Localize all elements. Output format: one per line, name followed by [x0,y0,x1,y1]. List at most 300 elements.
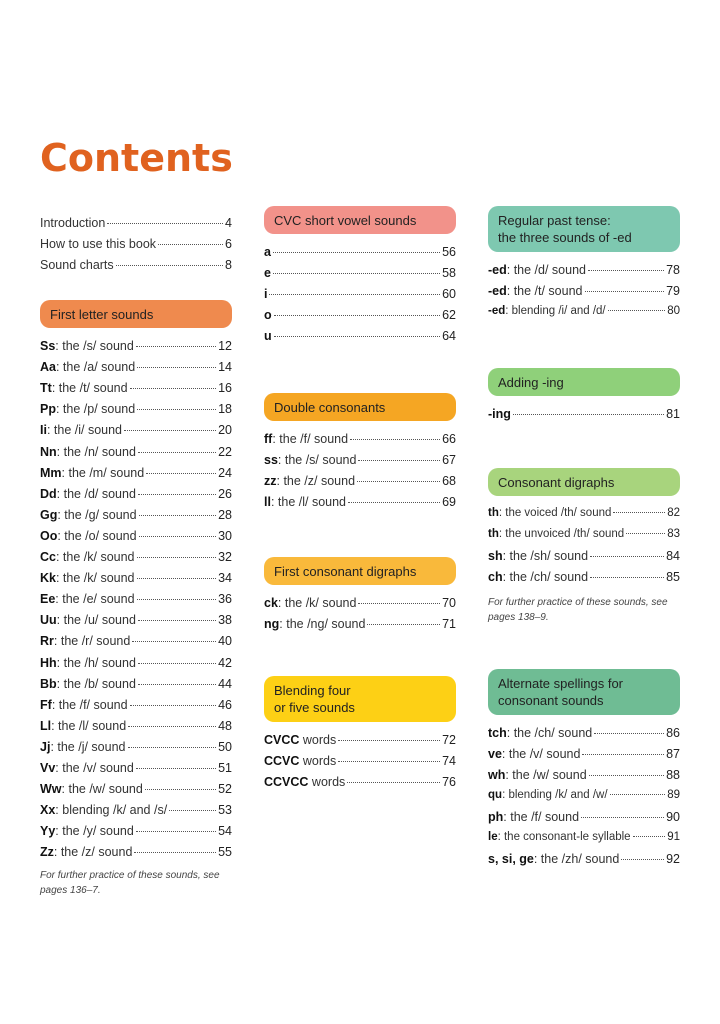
contents-entry[interactable] [40,571,232,592]
entry-text: : the /r/ sound [53,634,131,649]
contents-entry[interactable] [264,733,456,754]
entry-key: Oo [40,528,58,543]
entry-key: ch [488,570,503,584]
entry-key: Mm [40,465,62,480]
contents-entry[interactable] [488,570,680,591]
page-number: 86 [666,726,680,740]
entry-text: : the /p/ sound [55,402,136,417]
entry-key: le [488,831,498,843]
page-number: 32 [218,550,232,564]
entry-label [40,761,134,775]
section-title-line: Double consonants [274,399,386,415]
entry-label [40,845,132,859]
dot-leader [613,512,665,513]
dot-leader [116,265,223,266]
entry-label [40,508,137,522]
entry-label [488,570,588,584]
contents-entry[interactable] [264,495,456,516]
entry-text: : the /a/ sound [55,360,136,375]
dot-leader [137,409,216,410]
page-number: 4 [225,216,232,230]
contents-entry[interactable] [40,487,232,508]
contents-entry[interactable] [488,852,680,873]
page-number: 22 [218,444,232,459]
page-number: 81 [666,407,680,421]
contents-entry[interactable] [40,592,232,613]
contents-entry[interactable] [264,775,456,796]
entry-key: Nn [40,444,57,459]
entry-text: : the /f/ sound [272,432,349,446]
section-title [274,399,385,416]
entry-key: tch [488,726,507,740]
section-header[interactable] [264,557,456,585]
entry-text: : blending /k/ and /s/ [55,803,168,818]
section-title-line: consonant sounds [498,693,604,708]
entry-label [264,287,267,301]
page-number: 12 [218,339,232,353]
contents-entry[interactable] [488,528,680,549]
page-number: 6 [225,237,232,251]
entry-label [488,284,583,298]
entry-text: : the /ng/ sound [279,617,366,631]
entry-label [488,747,580,761]
entry-key: Ss [40,339,56,353]
page-number: 69 [442,495,456,509]
entry-text: : the /z/ sound [276,474,356,488]
entry-label [488,407,511,421]
entry-label [40,740,126,754]
page-number: 40 [218,634,232,649]
entry-key: Ll [40,718,52,733]
page-number: 72 [442,733,456,747]
section-title [498,374,564,391]
page-title: Contents [40,136,233,180]
entry-text: : the /s/ sound [277,453,357,467]
entry-label [488,726,592,740]
practice-note: For further practice of these sounds, see pages 138–9. [488,597,668,623]
entry-key: CCVCC [264,775,309,789]
contents-entry[interactable] [488,507,680,528]
contents-entry[interactable] [40,550,232,571]
page-number: 87 [666,747,680,761]
contents-entry[interactable] [264,453,456,474]
entry-key: ph [488,810,504,824]
dot-leader [585,291,665,292]
entry-key: Kk [40,571,56,586]
contents-entry[interactable] [488,789,680,810]
entry-text: : the /u/ sound [56,613,136,628]
contents-entry[interactable] [40,466,232,487]
page-number: 76 [442,775,456,789]
entry-label [40,719,126,733]
entry-key: CCVC [264,754,300,768]
entry-key: Ii [40,423,47,438]
entry-text: : the /l/ sound [270,495,347,509]
dot-leader [594,733,664,734]
dot-leader [139,536,217,537]
entry-label [264,453,356,467]
entry-key: o [264,308,272,322]
entry-label [264,775,345,789]
section-title-line: Alternate spellings for [498,676,624,691]
entry-key: Cc [40,550,56,564]
contents-entry[interactable] [40,339,232,360]
entry-key: u [264,329,272,343]
entry-label [40,803,167,817]
contents-entry[interactable] [40,634,232,655]
entry-label [264,245,271,259]
entry-label [40,487,136,501]
contents-entry[interactable] [488,747,680,768]
contents-entry[interactable] [488,407,680,428]
entry-label [40,824,134,838]
contents-entry[interactable] [40,761,232,782]
entry-label [40,360,135,374]
contents-entry[interactable] [40,613,232,634]
entry-text: How to use this book [40,237,157,251]
page-number: 54 [218,824,232,839]
entry-key: qu [488,789,503,801]
section-title [274,563,416,580]
dot-leader [138,452,216,453]
entry-text: : the /d/ sound [56,486,136,501]
dot-leader [348,502,440,503]
dot-leader [610,794,666,795]
section-title [274,682,355,716]
page-number: 20 [218,423,232,438]
page-number: 84 [666,549,680,563]
entry-key: Hh [40,655,57,670]
section-header-first-letter-sounds[interactable]: First letter sounds [40,300,232,328]
entry-text: : the /m/ sound [61,465,145,480]
contents-entry[interactable] [40,719,232,740]
dot-leader [269,294,440,295]
page-number: 78 [666,263,680,277]
page-number: 70 [442,596,456,610]
entry-text: : the /h/ sound [56,655,136,670]
page-number: 88 [666,768,680,782]
entry-key: sh [488,549,503,563]
entry-text: : the /zh/ sound [533,852,620,866]
entry-label [264,266,271,280]
section-title [498,212,632,246]
dot-leader [134,852,216,853]
section-title-line: Blending four [274,683,351,698]
page-number: 18 [218,402,232,417]
entry-text: : blending /i/ and /d/ [505,305,606,317]
section-title-line: Adding -ing [498,374,564,390]
contents-entry[interactable] [40,656,232,677]
dot-leader [136,768,216,769]
contents-entry[interactable] [40,258,232,279]
page-number: 50 [218,739,232,754]
entry-text: : the unvoiced /th/ sound [498,528,625,540]
contents-entry[interactable] [264,329,456,350]
entry-label [40,634,130,648]
page-number: 79 [666,284,680,298]
entry-label [40,339,134,353]
contents-entry[interactable] [40,824,232,845]
page-number: 74 [442,754,456,768]
dot-leader [608,310,666,311]
entry-label [40,613,136,627]
dot-leader [621,859,664,860]
entry-key: Vv [40,761,56,775]
dot-leader [137,599,217,600]
entry-label [40,698,128,712]
entry-key: s, si, ge [488,852,534,866]
contents-entry[interactable] [488,263,680,284]
page-number: 53 [218,803,232,818]
contents-entry[interactable] [488,810,680,831]
page-number: 82 [667,507,680,519]
entry-label [40,529,137,543]
entry-label [40,402,135,416]
page-number: 90 [666,810,680,824]
entry-text: : the /w/ sound [505,768,587,782]
dot-leader [513,414,664,415]
page-number: 62 [442,308,456,322]
entry-key: ss [264,453,278,467]
contents-entry[interactable] [40,423,232,444]
entry-key: -ed [488,263,507,277]
page-number: 71 [442,617,456,631]
section-header[interactable] [264,206,456,234]
entry-text: : the /j/ sound [50,739,126,754]
contents-entry[interactable] [40,237,232,258]
contents-entry[interactable] [40,698,232,719]
contents-entry[interactable] [264,266,456,287]
page-number: 48 [218,718,232,733]
page-number: 91 [667,831,680,843]
contents-entry[interactable] [40,508,232,529]
section-title-line: or five sounds [274,700,355,715]
section-title [274,212,416,229]
dot-leader [588,270,664,271]
page-number: 68 [442,474,456,488]
dot-leader [130,705,217,706]
entry-label [264,617,365,631]
entry-key: i [264,287,268,301]
page-number: 66 [442,432,456,446]
contents-entry[interactable] [40,845,232,866]
entry-key: Rr [40,634,54,649]
dot-leader [633,836,666,837]
dot-leader [581,817,664,818]
page-number: 42 [218,655,232,670]
entry-label [488,831,631,843]
entry-label [264,474,355,488]
page-number: 56 [442,245,456,259]
dot-leader [128,747,217,748]
dot-leader [137,367,216,368]
dot-leader [338,740,440,741]
contents-entry[interactable] [40,216,232,237]
entry-key: Pp [40,402,56,417]
dot-leader [358,603,440,604]
entry-key: Tt [40,381,52,396]
contents-entry[interactable] [40,381,232,402]
contents-entry[interactable] [40,529,232,550]
entry-text: : the /o/ sound [57,528,137,543]
entry-label [40,571,135,585]
dot-leader [138,620,216,621]
contents-entry[interactable] [488,284,680,305]
entry-key: -ing [488,407,511,421]
practice-note: For further practice of these sounds, see pages 136–7. [40,870,220,896]
entry-key: ng [264,617,280,631]
contents-entry[interactable] [40,803,232,824]
entry-text: : the /t/ sound [506,284,583,298]
entry-key: Gg [40,507,58,522]
entry-text: : the /i/ sound [46,423,123,438]
contents-entry[interactable] [40,360,232,381]
section-header[interactable] [488,468,680,496]
entry-key: zz [264,474,277,488]
dot-leader [130,388,217,389]
contents-entry[interactable] [264,474,456,495]
entry-key: Aa [40,360,56,375]
section-header[interactable] [488,368,680,396]
entry-label [40,592,135,606]
page-number: 26 [218,486,232,501]
entry-text: : the /w/ sound [61,782,143,797]
entry-label [40,423,122,437]
entry-key: CVCC [264,733,300,747]
dot-leader [273,252,440,253]
section-header[interactable] [264,393,456,421]
entry-key: a [264,245,271,259]
entry-key: Xx [40,803,56,818]
entry-text: : the /l/ sound [51,718,127,733]
section-title [498,675,623,709]
dot-leader [274,315,440,316]
page-number: 24 [218,465,232,480]
entry-label [40,656,136,670]
page-number: 38 [218,613,232,628]
contents-entry[interactable] [40,782,232,803]
entry-text: : the consonant-le syllable [497,831,631,843]
contents-entry[interactable] [40,740,232,761]
dot-leader [626,533,665,534]
page-number: 46 [218,697,232,712]
section-header[interactable] [264,676,456,722]
entry-label [488,549,588,563]
section-title-line: CVC short vowel sounds [274,212,417,228]
entry-label [40,381,128,395]
entry-text: : the /v/ sound [55,761,134,775]
entry-label [40,466,144,480]
entry-text: : the /y/ sound [55,824,134,839]
contents-entry[interactable] [264,308,456,329]
entry-text: : the /f/ sound [503,810,580,824]
contents-entry[interactable] [264,754,456,775]
dot-leader [128,726,216,727]
page-number: 92 [666,852,680,866]
contents-entry[interactable] [40,677,232,698]
entry-text: : the /ch/ sound [506,726,593,740]
entry-label [40,258,114,272]
entry-label [264,329,272,343]
entry-key: Uu [40,613,57,628]
dot-leader [146,473,216,474]
entry-text: : the /b/ sound [56,676,136,691]
dot-leader [136,831,216,832]
page-number: 14 [218,360,232,375]
section-title-line: Regular past tense: [498,213,611,228]
entry-text: words [299,754,337,768]
dot-leader [350,439,440,440]
entry-key: Ww [40,782,62,797]
dot-leader [338,761,440,762]
entry-label [40,237,156,251]
entry-text: : the /v/ sound [501,747,581,761]
dot-leader [367,624,440,625]
contents-entry[interactable] [488,768,680,789]
dot-leader [347,782,440,783]
entry-text: : the /t/ sound [51,381,128,396]
entry-text: : the /e/ sound [55,592,135,607]
dot-leader [138,684,216,685]
entry-text: words [308,775,346,789]
entry-label [264,754,336,768]
section-header[interactable] [488,669,680,715]
dot-leader [145,789,216,790]
page-number: 34 [218,571,232,586]
contents-entry[interactable] [488,726,680,747]
section-header[interactable] [488,206,680,252]
entry-text: : the /sh/ sound [502,549,589,563]
dot-leader [136,346,216,347]
contents-entry[interactable] [40,402,232,423]
page-number: 55 [218,845,232,860]
contents-entry[interactable] [264,596,456,617]
entry-key: Jj [40,739,51,754]
entry-label [488,507,611,519]
contents-entry[interactable] [264,617,456,638]
entry-label [488,852,619,866]
contents-entry[interactable] [264,287,456,308]
page-number: 16 [218,381,232,396]
entry-key: Zz [40,845,54,860]
entry-label [264,733,336,747]
contents-entry[interactable] [40,445,232,466]
entry-key: th [488,528,499,540]
section-title-line: the three sounds of -ed [498,230,632,245]
contents-entry[interactable] [488,305,680,326]
page-number: 83 [667,528,680,540]
entry-label [488,768,587,782]
contents-entry[interactable] [264,432,456,453]
contents-entry[interactable] [488,549,680,570]
entry-label [488,305,606,317]
page-number: 60 [442,287,456,301]
entry-text: : the /k/ sound [55,550,135,564]
contents-entry[interactable] [264,245,456,266]
dot-leader [132,641,216,642]
contents-entry[interactable] [488,831,680,852]
page-number: 85 [666,570,680,584]
entry-label [40,677,136,691]
entry-key: ve [488,747,502,761]
entry-key: wh [488,768,506,782]
dot-leader [358,460,440,461]
dot-leader [138,663,216,664]
entry-label [488,528,624,540]
entry-text: : the voiced /th/ sound [498,507,612,519]
entry-key: e [264,266,271,280]
dot-leader [582,754,664,755]
